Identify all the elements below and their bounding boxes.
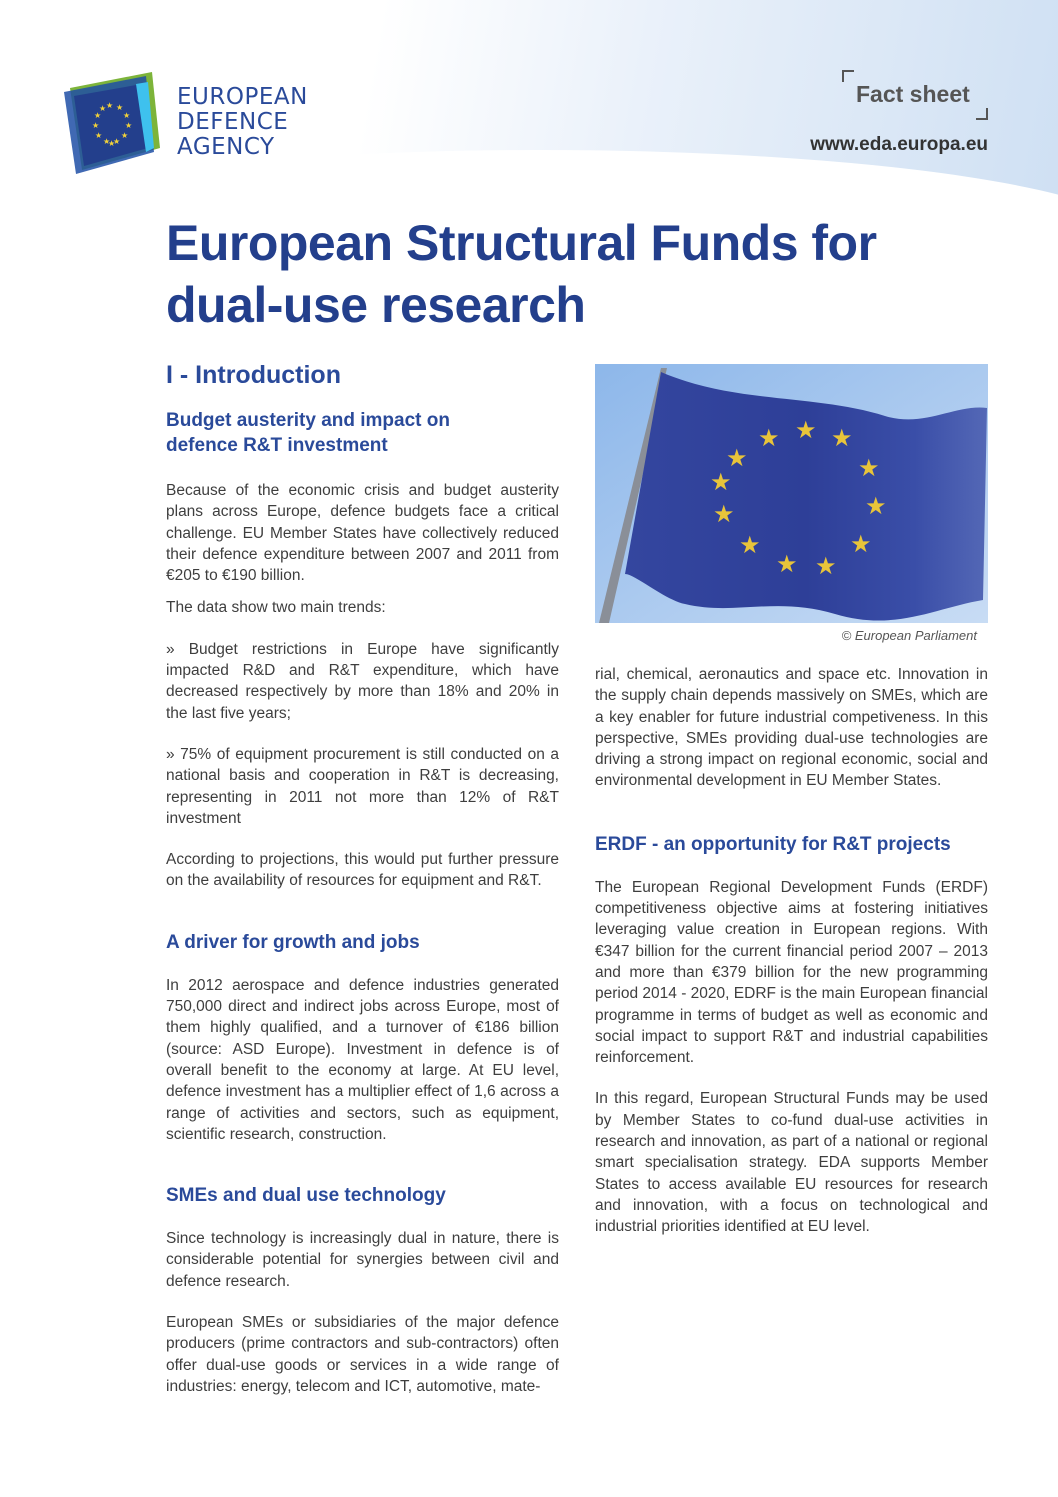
svg-text:★: ★	[776, 550, 798, 578]
bracket-corner-icon	[842, 70, 854, 82]
bullet-equipment-procurement: » 75% of equipment procurement is still conducted on a national basis and cooperation in R&T is decreasing, representing in 2011 not more than 12% of R&T investment	[166, 745, 559, 827]
paragraph-projections: According to projections, this would put further pressure on the availability of resources for equipment and R&T.	[166, 851, 559, 890]
svg-text:★: ★	[795, 416, 817, 444]
svg-text:★: ★	[710, 468, 732, 496]
subheading-smes: SMEs and dual use technology	[166, 1185, 446, 1207]
svg-text:★: ★	[95, 131, 103, 140]
svg-text:★: ★	[726, 444, 748, 472]
svg-text:★: ★	[865, 492, 887, 520]
page-title: European Structural Funds for dual-use research	[166, 215, 877, 333]
agency-name-line: AGENCY	[177, 134, 275, 160]
section-heading-introduction: I - Introduction	[166, 361, 341, 389]
agency-name-line: DEFENCE	[177, 109, 289, 135]
svg-text:★: ★	[92, 121, 100, 130]
eda-flag-logo-icon	[62, 70, 162, 175]
svg-text:★: ★	[850, 530, 872, 558]
svg-text:★: ★	[125, 121, 133, 130]
paragraph-smes-1: Since technology is increasingly dual in nature, there is considerable potential for synergies between civil and defence research.	[166, 1230, 559, 1290]
bracket-corner-icon	[976, 108, 988, 120]
svg-text:★: ★	[123, 111, 131, 120]
svg-text:★: ★	[739, 531, 761, 559]
photo-caption: © European Parliament	[841, 628, 977, 643]
svg-text:★: ★	[103, 137, 111, 146]
svg-text:★: ★	[94, 111, 102, 120]
paragraph-trends: The data show two main trends:	[166, 599, 386, 617]
right-column	[595, 664, 988, 1238]
svg-text:★: ★	[758, 424, 780, 452]
svg-text:★: ★	[113, 137, 121, 146]
left-column	[166, 358, 559, 1397]
paragraph-erdf: The European Regional Development Funds (ERDF) competitiveness objective aims at fostering initiatives leveraging value creation in European regions. With €347 billion for the current financial period 2007 – 2013 and more than €379 billion for the new programming period 2014 - 2020, EDRF is the main European financial programme in terms of budget as well as economic and social impact to support R&T and industrial capabilities reinforcement.	[595, 878, 988, 1067]
svg-text:★: ★	[815, 552, 837, 580]
svg-text:★: ★	[116, 103, 124, 112]
svg-text:★: ★	[858, 454, 880, 482]
svg-text:★: ★	[831, 424, 853, 452]
paragraph-growth: In 2012 aerospace and defence industries generated 750,000 direct and indirect jobs across Europe, most of them highly qualified, and a turnover of €186 billion (source: ASD Europe). Investment in defence is of overall benefit to the economy at large. At EU level, defence investment has a multiplier effect of 1,6 across a range of activities and sectors, such as equipment, scientific research, construction.	[166, 976, 559, 1143]
paragraph-smes-continued: rial, chemical, aeronautics and space etc. Innovation in the supply chain depends massively on SMEs, which are a key enabler for future industrial competiveness. In this perspective, SMEs providing dual-use technologies are driving a strong impact on regional economic, social and environmental development in EU Member States.	[595, 666, 988, 790]
eu-flag-photo	[595, 364, 988, 623]
subheading-erdf: ERDF - an opportunity for R&T projects	[595, 833, 951, 855]
svg-text:★: ★	[121, 131, 129, 140]
svg-text:★: ★	[106, 101, 114, 110]
svg-text:★: ★	[108, 139, 116, 148]
paragraph-smes-2: European SMEs or subsidiaries of the major defence producers (prime contractors and sub-contractors) often offer dual-use goods or services in a wide range of industries: energy, telecom and ICT, automotive, mate-	[166, 1314, 559, 1395]
svg-text:★: ★	[99, 104, 107, 113]
svg-text:★: ★	[713, 500, 735, 528]
agency-name	[177, 85, 308, 160]
paragraph-regard: In this regard, European Structural Funds may be used by Member States to co-fund dual-use activities in research and innovation, as part of a national or regional smart specialisation strategy. EDA supports Member States to access available EU resources for research and innovation, with a focus on technological and industrial priorities identified at EU level.	[595, 1090, 988, 1236]
subheading-budget: Budget austerity and impact on defence R&T investment	[166, 410, 450, 456]
bullet-budget-restrictions: » Budget restrictions in Europe have significantly impacted R&D and R&T expenditure, which have decreased respectively by more than 18% and 20% in the last five years;	[166, 640, 559, 722]
subheading-growth: A driver for growth and jobs	[166, 931, 420, 953]
website-url[interactable]: www.eda.europa.eu	[810, 134, 988, 155]
fact-sheet-label: Fact sheet	[856, 81, 970, 107]
agency-name-line: EUROPEAN	[177, 84, 308, 110]
fact-sheet-label-box	[842, 70, 988, 120]
paragraph-budget: Because of the economic crisis and budget austerity plans across Europe, defence budgets face a critical challenge. EU Member States have collectively reduced their defence expenditure between 2007 and 2011 from €205 to €190 billion.	[166, 482, 559, 585]
